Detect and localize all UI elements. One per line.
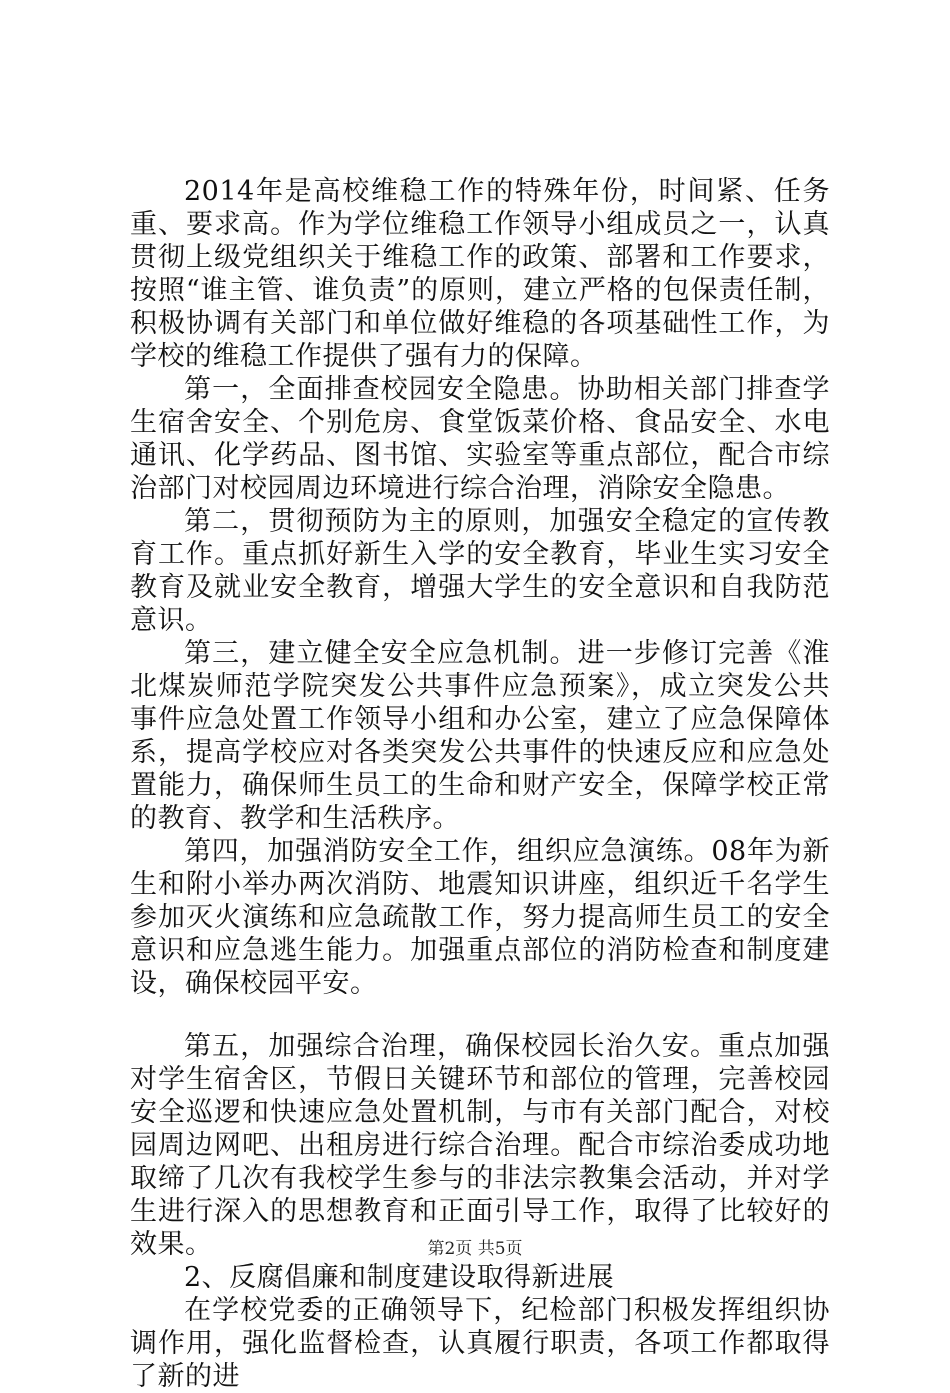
paragraph-second: 第二，贯彻预防为主的原则，加强安全稳定的宣传教育工作。重点抓好新生入学的安全教育，毕业生实习安全教育及就业安全教育，增强大学生的安全意识和自我防范意识。 — [130, 506, 830, 636]
paragraph-third: 第三，建立健全安全应急机制。进一步修订完善《淮北煤炭师范学院突发公共事件应急预案》，成立突发公共事件应急处置工作领导小组和办公室，建立了应急保障体系，提高学校应对各类突发公共事件的快速反应和应急处置能力，确保师生员工的生命和财产安全，保障学校正常的教育、教学和生活秩序。 — [130, 638, 830, 834]
paragraph-section-body: 在学校党委的正确领导下，纪检部门积极发挥组织协调作用，强化监督检查，认真履行职责，各项工作都取得了新的进 — [130, 1295, 830, 1392]
paragraph-first: 第一，全面排查校园安全隐患。协助相关部门排查学生宿舍安全、个别危房、食堂饭菜价格、食品安全、水电通讯、化学药品、图书馆、实验室等重点部位，配合市综治部门对校园周边环境进行综合治理，消除安全隐患。 — [130, 374, 830, 504]
document-body — [130, 175, 830, 1393]
paragraph-intro: 2014年是高校维稳工作的特殊年份，时间紧、任务重、要求高。作为学位维稳工作领导小组成员之一，认真贯彻上级党组织关于维稳工作的政策、部署和工作要求，按照“谁主管、谁负责”的原则，建立严格的包保责任制，积极协调有关部门和单位做好维稳的各项基础性工作，为学校的维稳工作提供了强有力的保障。 — [130, 176, 830, 372]
paragraph-fourth: 第四，加强消防安全工作，组织应急演练。08年为新生和附小举办两次消防、地震知识讲座，组织近千名学生参加灭火演练和应急疏散工作，努力提高师生员工的安全意识和应急逃生能力。加强重点部位的消防检查和制度建设，确保校园平安。 — [130, 836, 830, 999]
page-number-footer: 第2页 共5页 — [427, 1239, 523, 1259]
section-heading: 2、反腐倡廉和制度建设取得新进展 — [184, 1262, 615, 1293]
paragraph-fifth: 第五，加强综合治理，确保校园长治久安。重点加强对学生宿舍区，节假日关键环节和部位的管理，完善校园安全巡逻和快速应急处置机制，与市有关部门配合，对校园周边网吧、出租房进行综合治理。配合市综治委成功地取缔了几次有我校学生参与的非法宗教集会活动，并对学生进行深入的思想教育和正面引导工作，取得了比较好的效果。 — [130, 1031, 830, 1260]
